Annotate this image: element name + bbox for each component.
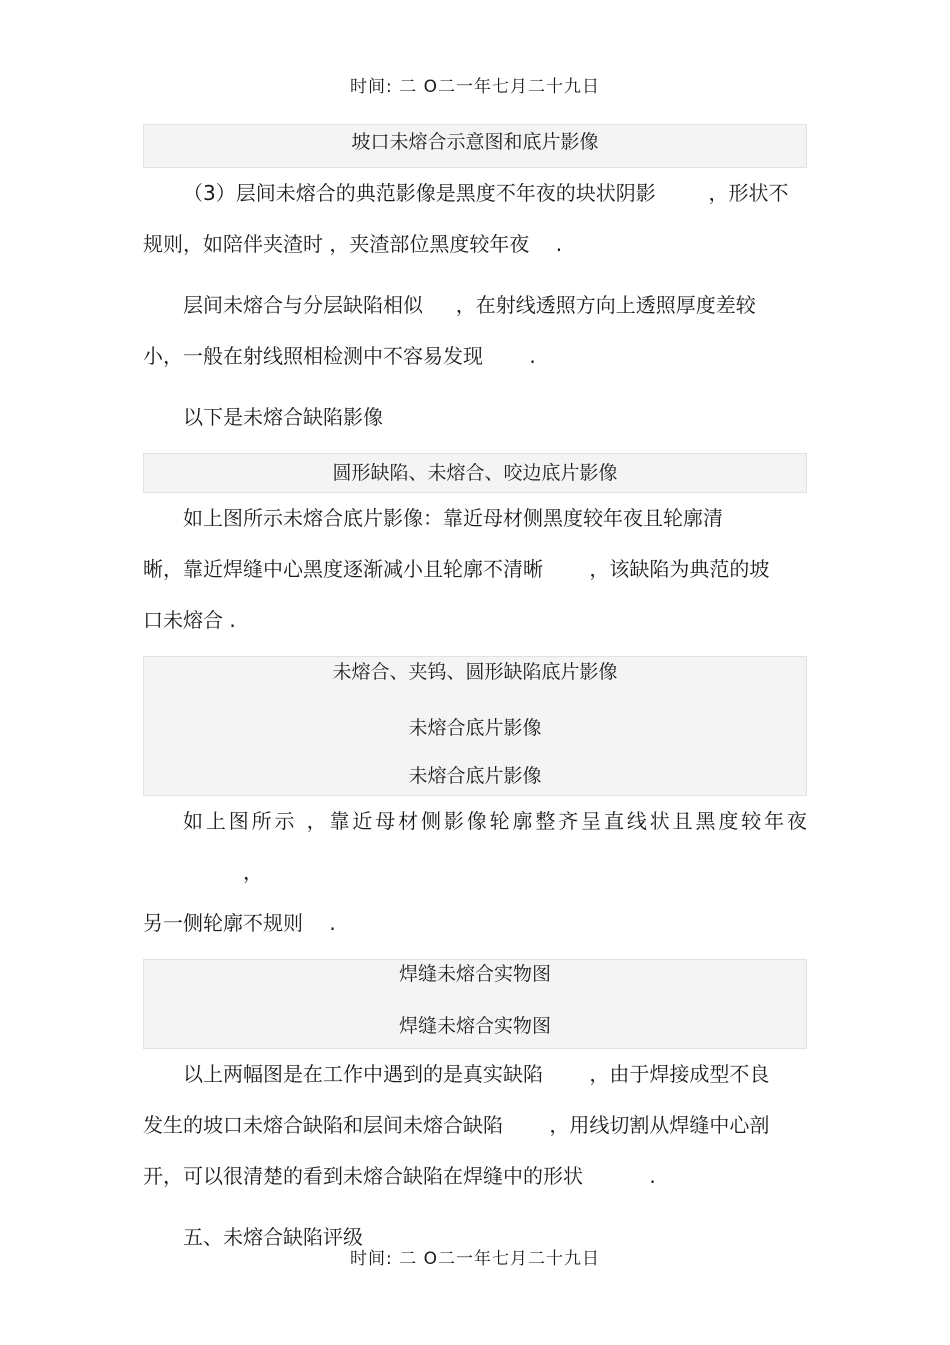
paragraph-line: （3）层间未熔合的典范影像是黑度不年夜的块状阴影 ，形状不	[183, 181, 789, 205]
paragraph-groove-description	[143, 493, 807, 646]
paragraph-line: 小，一般在射线照相检测中不容易发现 .	[143, 344, 536, 368]
paragraph-line: 开，可以很清楚的看到未熔合缺陷在焊缝中的形状 .	[143, 1164, 656, 1188]
paragraph-interlayer-similar	[143, 280, 807, 382]
figure-caption-box	[143, 453, 807, 493]
paragraph-straight-edge	[143, 796, 807, 949]
figure-caption: 坡口未熔合示意图和底片影像	[351, 131, 599, 153]
figure-caption: 焊缝未熔合实物图	[398, 1015, 551, 1037]
paragraph-line: 如上图所示 ，靠近母材侧影像轮廓整齐呈直线状且黑度较年夜 ，	[183, 809, 807, 884]
paragraph-line: 发生的坡口未熔合缺陷和层间未熔合缺陷 ，用线切割从焊缝中心剖	[143, 1113, 770, 1137]
figure-caption: 圆形缺陷、未熔合、咬边底片影像	[332, 462, 618, 484]
paragraph-line: 以下是未熔合缺陷影像	[183, 405, 383, 429]
figure-caption: 未熔合底片影像	[408, 717, 542, 739]
paragraph-line: 口未熔合 .	[143, 608, 236, 632]
page-header-date: 时间: 二 O二一年七月二十九日	[350, 77, 600, 97]
paragraph-real-defects	[143, 1049, 807, 1202]
paragraph-line: 规则，如陪伴夹渣时 ，夹渣部位黑度较年夜 .	[143, 232, 563, 256]
paragraph-line: 如上图所示未熔合底片影像：靠近母材侧黑度较年夜且轮廓清	[183, 506, 723, 530]
figure-caption: 未熔合、夹钨、圆形缺陷底片影像	[332, 661, 618, 683]
section-heading: 五、未熔合缺陷评级	[183, 1225, 363, 1249]
figure-caption-box	[143, 656, 807, 796]
paragraph-line: 层间未熔合与分层缺陷相似 ，在射线透照方向上透照厚度差较	[183, 293, 756, 317]
figure-caption-box	[143, 124, 807, 168]
paragraph-interlayer-image	[143, 168, 807, 270]
figure-caption: 未熔合底片影像	[408, 765, 542, 787]
figure-caption-box	[143, 959, 807, 1049]
paragraph-intro-images	[143, 392, 807, 443]
document-body	[143, 124, 807, 1263]
paragraph-line: 晰，靠近焊缝中心黑度逐渐减小且轮廓不清晰 ，该缺陷为典范的坡	[143, 557, 770, 581]
paragraph-line: 以上两幅图是在工作中遇到的是真实缺陷 ，由于焊接成型不良	[183, 1062, 770, 1086]
paragraph-line: 另一侧轮廓不规则 .	[143, 911, 336, 935]
page-footer-date: 时间: 二 O二一年七月二十九日	[350, 1249, 600, 1269]
figure-caption: 焊缝未熔合实物图	[398, 963, 551, 985]
